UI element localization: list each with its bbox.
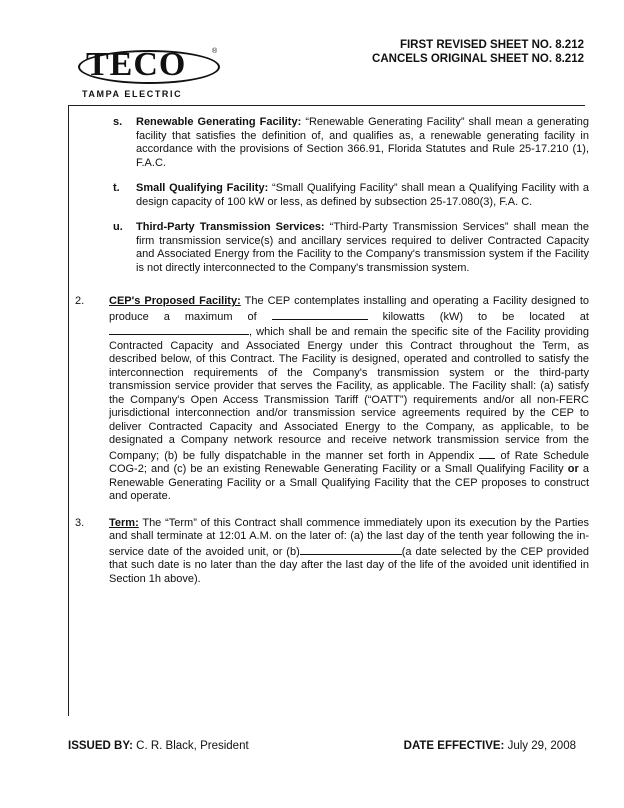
capacity-blank (272, 309, 368, 320)
definition-s (113, 116, 589, 170)
section-text: , which shall be and remain the specific site of the Facility providing Contracted Capacity and Associated Energy under this Contract throughout the Term, as described below, of this Contract. The Facility is designed, operated and controlled to satisfy the interconnection requirements of the Company's transmission system or the third-party transmission service provider that serves the Facility, as applicable. The Facility shall: (a) satisfy the Company's Open Access Transmission Tariff (“OATT”) requirements and/or all non-FERC jurisdictional interconnection and/or transmission service agreements required by the CEP to deliver Contracted Capacity and Associated Energy to the Company, as applicable, to be designated a Company network resource and receive network transmission service from the Company; (b) be fully dispatchable in the manner set forth in Appendix (109, 326, 589, 462)
definition-term: Third-Party Transmission Services: (136, 221, 325, 233)
definition-text: “Third-Party Transmission Services” shall mean the firm transmission service(s) and ancillary services required to deliver Contracted Capacity and Associated Energy from the Facility to the Company's transmission system if the Facility is not directly interconnected to the Company's transmission system. (136, 221, 589, 274)
sheet-line-1: FIRST REVISED SHEET NO. 8.212 (399, 39, 584, 51)
section-text: The “Term” of this Contract shall commence immediately upon its execution by the Parties and shall terminate at 12:01 A.M. on the later of: (a) the last day of the tenth year following the in-service date of the avoided unit, or (b) (109, 516, 589, 558)
logo-registered-mark: ® (212, 48, 218, 55)
definition-text: “Renewable Generating Facility” shall mean a generating facility that satisfies the definition of, and qualifies as, a renewable generating facility in accordance with the provisions of Section 366.91, Florida Statutes and Rule 25-17.210 (1), F.A.C. (136, 116, 589, 169)
section-2 (75, 295, 589, 504)
definition-letter: s. (113, 116, 123, 128)
sheet-line-2: CANCELS ORIGINAL SHEET NO. 8.212 (372, 53, 584, 65)
section-text: a Renewable Generating Facility or a Small Qualifying Facility that the CEP proposes to construct and operate. (109, 463, 589, 502)
logo-wordmark: TECO (86, 46, 187, 83)
definition-letter: t. (113, 182, 120, 194)
definition-letter: u. (113, 221, 123, 233)
section-text-bold: or (567, 463, 579, 475)
date-effective-value: July 29, 2008 (507, 740, 576, 752)
section-title: CEP's Proposed Facility: (109, 295, 241, 307)
sheet-number-block (372, 38, 584, 66)
issued-by-label: ISSUED BY: (68, 740, 133, 752)
section-number: 2. (75, 295, 85, 307)
location-blank (109, 324, 249, 335)
definition-t (113, 182, 589, 209)
date-effective (404, 740, 576, 752)
section-text: kilowatts (kW) to be located at (382, 310, 589, 323)
issued-by (68, 740, 249, 752)
section-text: of Rate Schedule COG-2; and (c) be an existing Renewable Generating Facility or a Small Qualifying Facility (109, 449, 590, 475)
section-text: The CEP contemplates installing and operating a Facility designed to produce a maximum of (109, 295, 590, 323)
issued-by-value: C. R. Black, President (136, 740, 249, 752)
definition-text: “Small Qualifying Facility” shall mean a Qualifying Facility with a design capacity of 100 kW or less, as defined by subsection 25-17.080(3), F.A. C. (136, 182, 590, 208)
date-blank (300, 544, 402, 555)
appendix-blank (479, 448, 495, 459)
section-title: Term: (109, 516, 139, 529)
section-text: (a date selected by the CEP provided that such date is no later than the day after the last day of the life of the avoided unit identified in Section 1h above). (109, 545, 589, 585)
date-effective-label: DATE EFFECTIVE: (403, 740, 505, 752)
definition-term: Renewable Generating Facility: (136, 116, 302, 128)
section-3 (75, 517, 589, 587)
teco-logo (72, 42, 222, 100)
document-body (75, 116, 589, 599)
logo-subtitle: TAMPA ELECTRIC (82, 89, 183, 99)
definition-term: Small Qualifying Facility: (136, 182, 269, 194)
section-number: 3. (75, 516, 85, 529)
definition-u (113, 221, 589, 275)
